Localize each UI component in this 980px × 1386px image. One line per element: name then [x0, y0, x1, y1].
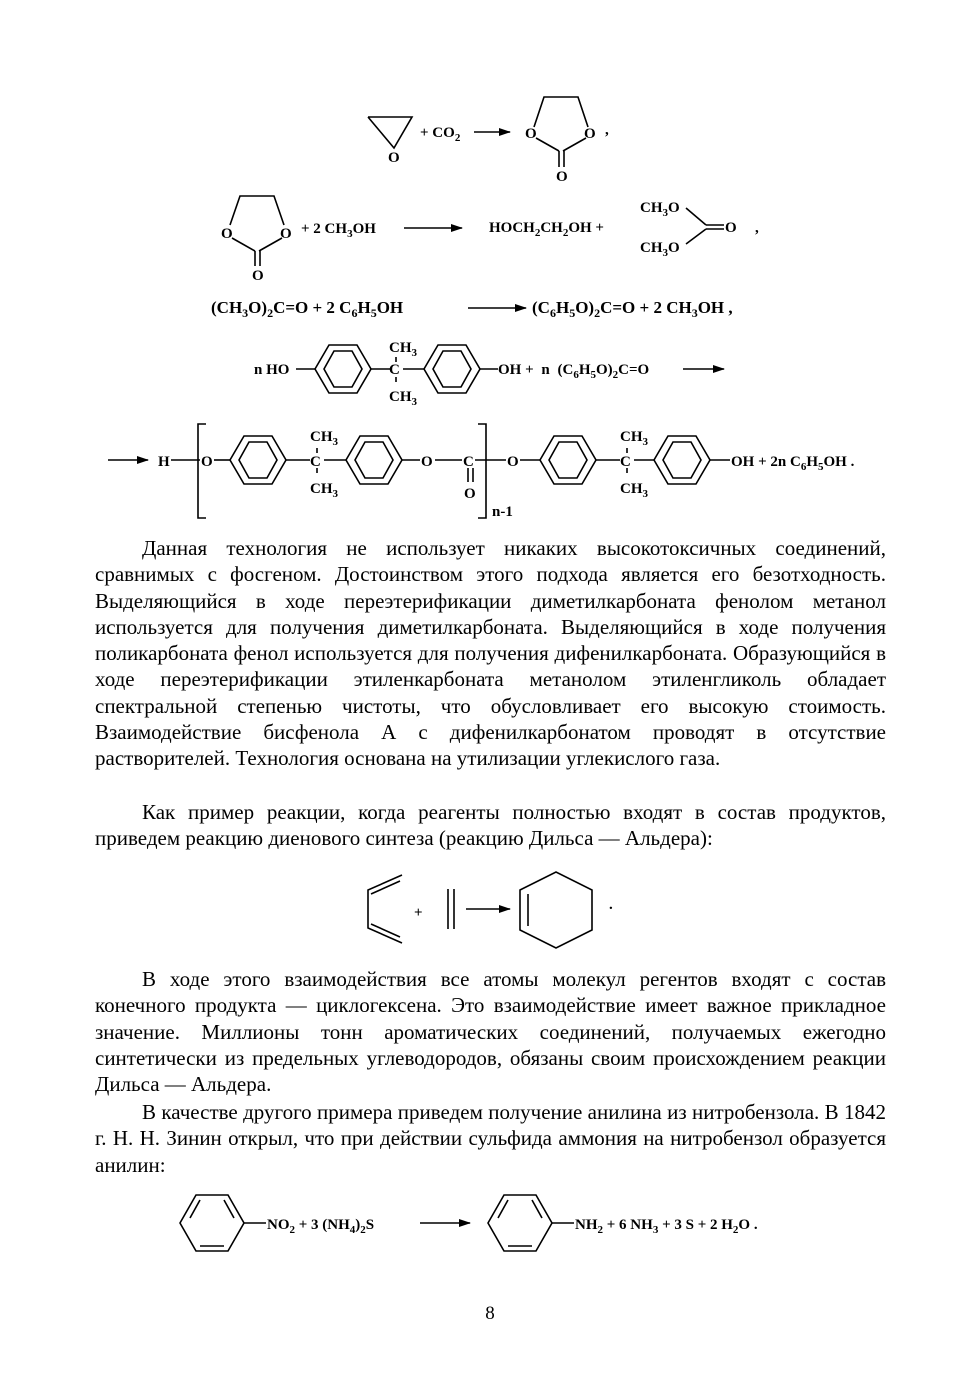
comma-2: , — [755, 220, 759, 236]
butadiene — [368, 875, 402, 943]
o-1: O — [201, 454, 213, 470]
ring2-oxygen-right: O — [280, 226, 292, 242]
ch3-bottom-3: $CH_3$ — [620, 481, 648, 500]
reaction-bisphenol — [254, 340, 724, 408]
plus-sign: + — [414, 905, 423, 921]
dmc-ch3o-top: $CH_3O$ — [640, 200, 680, 219]
o-2: O — [421, 454, 433, 470]
ring-oxygen-left: O — [525, 126, 537, 142]
product-tail: OH + 2n $C_6H_5OH$ . — [731, 454, 855, 473]
paragraph-aniline: В качестве другого примера приведем получение анилина из нитробензола. В 1842 г. Н. Н. Зинин открыл, что при действии сульфида аммония на нитробензол образуется анилин: — [95, 1100, 886, 1177]
reaction3-rhs: $(C_6H_5O)_2C=O + 2$ $CH_3OH$ , — [532, 298, 733, 320]
ch3-top: $CH_3$ — [389, 340, 417, 359]
reaction-diels-alder — [368, 872, 613, 948]
o-3: O — [507, 454, 519, 470]
methanol-label: + 2 $CH_3OH$ — [301, 221, 376, 240]
oh-plus-n: OH + n $(C_6H_5O)_2C=O$ — [498, 362, 650, 381]
ch3-bottom: $CH_3$ — [389, 389, 417, 408]
reaction3-lhs: $(CH_3O)_2C=O + 2$ $C_6H_5OH$ — [211, 298, 404, 320]
reaction-transesterification — [221, 196, 759, 284]
carbonyl-carbon: C — [463, 454, 474, 470]
epoxide-ring — [368, 117, 412, 148]
bracket-left — [198, 424, 206, 518]
carbonyl-oxygen-2: O — [464, 486, 476, 502]
paragraph-diels-alder-intro: Как пример реакции, когда реагенты полностью входят в состав продуктов, приведем реакцию диенового синтеза (реакцию Дильса — Альдера): — [95, 800, 886, 851]
reaction-polycarbonate — [108, 424, 855, 520]
nho-label: n HO — [254, 362, 290, 378]
epoxide-oxygen: O — [388, 150, 400, 166]
carbonate-ring-top — [534, 97, 588, 127]
nitrobenzene-ring — [180, 1195, 244, 1251]
zinin-rhs: $NH_2 + 6$ $NH_3 + 3$ S + 2 $H_2O$ . — [575, 1217, 758, 1236]
comma-1: , — [605, 122, 609, 138]
paragraph-cyclohexene: В ходе этого взаимодействия все атомы молекул регентов входят с состав конечного продукта — циклогексена. Это взаимодействие имеет важное прикладное значение. Миллионы тонн ароматических соединений, получаемых ежегодно синтетически из предельных углеводородов, обязаны своим происхождением реакции Дильса — Альдера. — [95, 967, 886, 1097]
ring2-oxygen-left: O — [221, 226, 233, 242]
aniline-ring — [488, 1195, 552, 1251]
reaction-zinin — [180, 1195, 758, 1251]
paragraph-technology: Данная технология не использует никаких высокотоксичных соединений, сравнимых с фосгеном. Достоинством этого подхода является его безотходность. Выделяющийся в ходе переэтерификации диметилкарбоната фенолом метанол используется для получения диметилкарбоната. Выделяющийся в ходе получения поликарбоната фенол используется для получения дифенилкарбоната. Образующийся в ходе переэтерификации этиленкарбоната метанолом этиленгликоль обладает спектральной степенью чистоты, что обусловливает его высокую стоимость. Взаимодействие бисфенола А с дифенилкарбонатом проводят в отсутствие растворителей. Технология основана на утилизации углекислого газа. — [95, 536, 886, 771]
repeat-n-1: n-1 — [492, 504, 513, 520]
period: . — [609, 897, 613, 913]
carbonate-ring-2 — [230, 196, 284, 225]
carbonyl-oxygen: O — [556, 169, 568, 185]
cyclohexene-ring — [520, 872, 592, 948]
ch3-bottom-2: $CH_3$ — [310, 481, 338, 500]
reaction-epoxide-co2 — [368, 97, 609, 185]
dmc-carbonyl-oxygen: O — [725, 220, 737, 236]
ring-oxygen-right: O — [584, 126, 596, 142]
glycol-label: $HOCH_2CH_2OH$ + — [489, 220, 604, 239]
zinin-lhs: $NO_2 + 3$ $(NH_4)_2S$ — [267, 1217, 375, 1236]
quaternary-carbon: C — [389, 362, 400, 378]
c-quaternary-2: C — [310, 454, 321, 470]
page-number: 8 — [485, 1303, 495, 1324]
ch3-top-3: $CH_3$ — [620, 429, 648, 448]
h-end: H — [158, 454, 170, 470]
bracket-right — [478, 424, 486, 518]
reaction-dpc-formation — [211, 298, 733, 320]
dmc-ch3o-bottom: $CH_3O$ — [640, 240, 680, 259]
co2-label: + $CO_2$ — [420, 125, 461, 144]
ch3-top-2: $CH_3$ — [310, 429, 338, 448]
ring2-carbonyl-oxygen: O — [252, 268, 264, 284]
c-quaternary-3: C — [620, 454, 631, 470]
